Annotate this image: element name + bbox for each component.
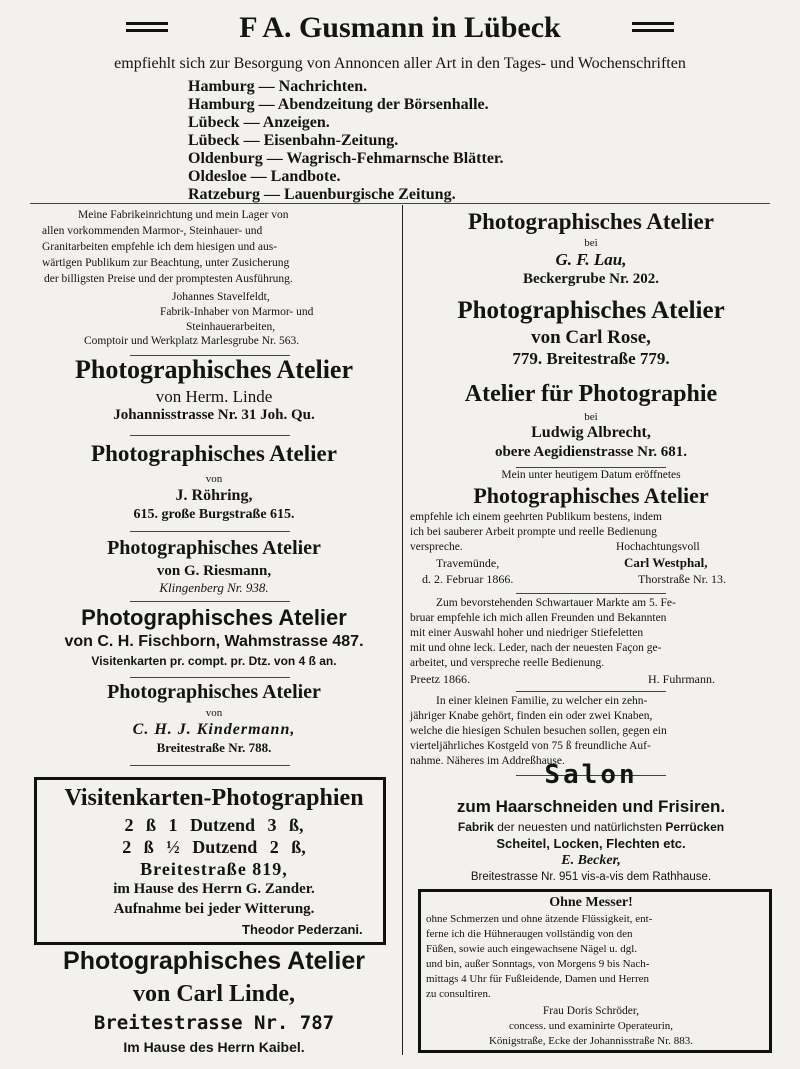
ad-text-line: Travemünde,	[436, 556, 500, 570]
ad-text-line: d. 2. Februar 1866.	[422, 572, 514, 586]
newspaper-item: Oldenburg — Wagrisch-Fehmarnsche Blätter.	[188, 150, 504, 167]
ad-text-line: verspreche.	[410, 541, 463, 553]
ad-signature: Johannes Stavelfeldt,	[172, 291, 270, 303]
ad-text-line: allen vorkommenden Marmor-, Steinhauer- und	[42, 225, 263, 237]
ad-address: Breitestrasse Nr. 951 vis-a-vis dem Rathhause.	[470, 871, 712, 883]
ad-line: C. H. J. Kindermann,	[132, 721, 296, 738]
ad-line: zum Haarschneiden und Frisiren.	[456, 797, 726, 816]
ad-line: Scheitel, Locken, Flechten etc.	[496, 836, 686, 851]
ad-line: Breitestraße 819,	[140, 859, 288, 879]
newspaper-list	[188, 78, 648, 204]
ad-line: 779. Breitestraße 779.	[512, 349, 670, 368]
ad-text-line: ich bei sauberer Arbeit prompte und reelle Bedienung	[410, 526, 657, 538]
ad-line: Aufnahme bei jeder Witterung.	[113, 901, 315, 917]
newspaper-item: Hamburg — Nachrichten.	[188, 78, 368, 95]
ad-line: bei	[584, 237, 598, 249]
ad-divider	[130, 677, 290, 678]
ad-text-line: In einer kleinen Familie, zu welcher ein zehn-	[436, 695, 648, 707]
ad-line: Ludwig Albrecht,	[531, 424, 651, 441]
ad-divider	[130, 531, 290, 532]
ad-divider	[130, 765, 290, 766]
ad-line: Visitenkarten pr. compt. pr. Dtz. von 4 ß an.	[91, 654, 337, 668]
ad-title: Ohne Messer!	[549, 895, 633, 910]
fabrik-item: Perrücken	[665, 820, 725, 834]
ad-divider	[130, 435, 290, 436]
ad-address: Königstraße, Ecke der Johannisstraße Nr. 883.	[488, 1035, 694, 1047]
ad-text-line: zu consultiren.	[426, 988, 491, 1000]
ad-line: Breitestrasse Nr. 787	[93, 1012, 335, 1034]
ad-line: von G. Riesmann,	[156, 563, 272, 579]
ad-signature: Fabrik-Inhaber von Marmor- und	[160, 306, 314, 318]
ad-text-line: vierteljährliches Kostgeld von 75 ß freundliche Auf-	[410, 740, 651, 752]
header-title: F A. Gusmann in Lübeck	[239, 11, 561, 44]
ad-line: G. F. Lau,	[555, 250, 627, 269]
ad-line: Beckergrube Nr. 202.	[522, 271, 660, 287]
ad-line: Breitestraße Nr. 788.	[156, 740, 272, 755]
ad-title: Atelier für Photographie	[464, 381, 718, 407]
ad-line: im Hause des Herrn G. Zander.	[113, 881, 315, 897]
ad-line: von C. H. Fischborn, Wahmstrasse 487.	[64, 633, 364, 650]
ad-text-line: der billigsten Preise und der promptesten Ausführung.	[44, 273, 293, 285]
column-divider	[402, 205, 403, 1055]
ad-title: Photographisches Atelier	[91, 441, 337, 466]
ad-title: Photographisches Atelier	[107, 681, 321, 703]
ad-title: Photographisches Atelier	[468, 209, 714, 234]
ad-text-line: mit einer Auswahl hoher und niedriger Stiefeletten	[410, 627, 644, 639]
header-subtitle: empfiehlt sich zur Besorgung von Annoncen aller Art in den Tages- und Wochenschriften	[114, 55, 686, 72]
ad-line: J. Röhring,	[175, 487, 253, 504]
ad-line: Klingenberg Nr. 938.	[159, 580, 269, 595]
ad-line: von Herm. Linde	[155, 387, 273, 406]
ad-line: Im Hause des Herrn Kaibel.	[123, 1039, 305, 1055]
ad-text-line: ohne Schmerzen und ohne ätzende Flüssigkeit, ent-	[426, 913, 653, 925]
ad-divider	[516, 593, 666, 594]
ad-title: Photographisches Atelier	[63, 947, 365, 975]
ad-signature: Steinhauerarbeiten,	[186, 321, 276, 333]
ad-text-line: arbeitet, und verspreche reelle Bedienung.	[410, 657, 605, 669]
ad-text-line: Zum bevorstehenden Schwartauer Markte am 5. Fe-	[436, 597, 676, 609]
ad-text-line: Meine Fabrikeinrichtung und mein Lager von	[78, 209, 289, 221]
ad-line: obere Aegidienstrasse Nr. 681.	[494, 444, 688, 460]
newspaper-item: Lübeck — Anzeigen.	[188, 114, 330, 131]
ad-text-line: welche die hiesigen Schulen besuchen sollen, gegen ein	[410, 725, 667, 737]
ad-divider	[130, 601, 290, 602]
ad-line: Johannisstrasse Nr. 31 Joh. Qu.	[113, 407, 315, 423]
header-divider	[30, 203, 770, 204]
ad-title: Photographisches Atelier	[74, 355, 354, 384]
ad-line: von Carl Rose,	[531, 327, 651, 348]
ad-line: von Carl Linde,	[132, 981, 296, 1007]
ad-title: Photographisches Atelier	[107, 537, 321, 559]
ad-signature: H. Fuhrmann.	[648, 672, 715, 686]
ad-line: Mein unter heutigem Datum eröffnetes	[501, 469, 681, 481]
fabrik-text: der neuesten und natürlichsten	[497, 820, 663, 834]
ad-signature: Carl Westphal,	[624, 555, 708, 570]
ad-divider	[516, 691, 666, 692]
ad-line: bei	[584, 411, 598, 423]
ad-text-line: jähriger Knabe gehört, finden ein oder zwei Knaben,	[410, 710, 653, 722]
ad-line: 2 ß ½ Dutzend 2 ß,	[122, 837, 306, 857]
ad-text-line: Hochachtungsvoll	[616, 541, 700, 553]
newspaper-item: Oldesloe — Landbote.	[188, 168, 341, 185]
ad-title: Photographisches Atelier	[473, 483, 709, 508]
ad-line: von	[205, 473, 223, 485]
ad-text-line: bruar empfehle ich mich allen Freunden und Bekannten	[410, 612, 667, 624]
fabrik-label: Fabrik	[457, 820, 494, 834]
ad-text-line: nahme. Näheres im Addreßhause.	[410, 755, 565, 767]
ad-title: Photographisches Atelier	[81, 605, 347, 630]
ad-text-line: wärtigen Publikum zur Beachtung, unter Zusicherung	[42, 257, 290, 269]
ad-address: Thorstraße Nr. 13.	[638, 572, 726, 586]
ad-signature: Frau Doris Schröder,	[542, 1005, 640, 1017]
ad-text-line: mittags 4 Uhr für Fußleidende, Damen und Herren	[426, 973, 649, 985]
newspaper-item: Ratzeburg — Lauenburgische Zeitung.	[188, 186, 456, 203]
ad-address: Comptoir und Werkplatz Marlesgrube Nr. 563.	[84, 335, 300, 347]
ad-signature: Theodor Pederzani.	[242, 922, 363, 937]
ad-line	[406, 821, 776, 835]
ad-text-line: mit und ohne leck. Leder, nach der neuesten Façon ge-	[410, 642, 662, 654]
ad-line: 615. große Burgstraße 615.	[133, 507, 295, 522]
newspaper-item: Lübeck — Eisenbahn-Zeitung.	[188, 132, 399, 149]
ad-title: Salon	[544, 760, 638, 790]
ad-text-line: empfehle ich einem geehrten Publikum bestens, indem	[410, 511, 662, 523]
newspaper-item: Hamburg — Abendzeitung der Börsenhalle.	[188, 96, 489, 113]
ad-title: Photographisches Atelier	[457, 297, 725, 324]
ad-text-line: und bin, außer Sonntags, von Morgens 9 bis Nach-	[426, 958, 650, 970]
ad-text-line: ferne ich die Hühneraugen vollständig von den	[426, 928, 633, 940]
ad-signature: E. Becker,	[561, 853, 621, 868]
ad-text-line: Füßen, sowie auch eingewachsene Nägel u. dgl.	[426, 943, 638, 955]
ad-line: 2 ß 1 Dutzend 3 ß,	[124, 815, 304, 835]
ad-title: Visitenkarten-Photographien	[64, 785, 364, 811]
ad-stavelfeldt	[30, 205, 398, 345]
ad-signature: concess. und examinirte Operateurin,	[508, 1020, 674, 1032]
ad-text-line: Preetz 1866.	[410, 672, 470, 686]
ad-divider	[516, 467, 666, 468]
ad-line: von	[205, 707, 223, 719]
ad-text-line: Granitarbeiten empfehle ich dem hiesigen und aus-	[42, 241, 278, 253]
